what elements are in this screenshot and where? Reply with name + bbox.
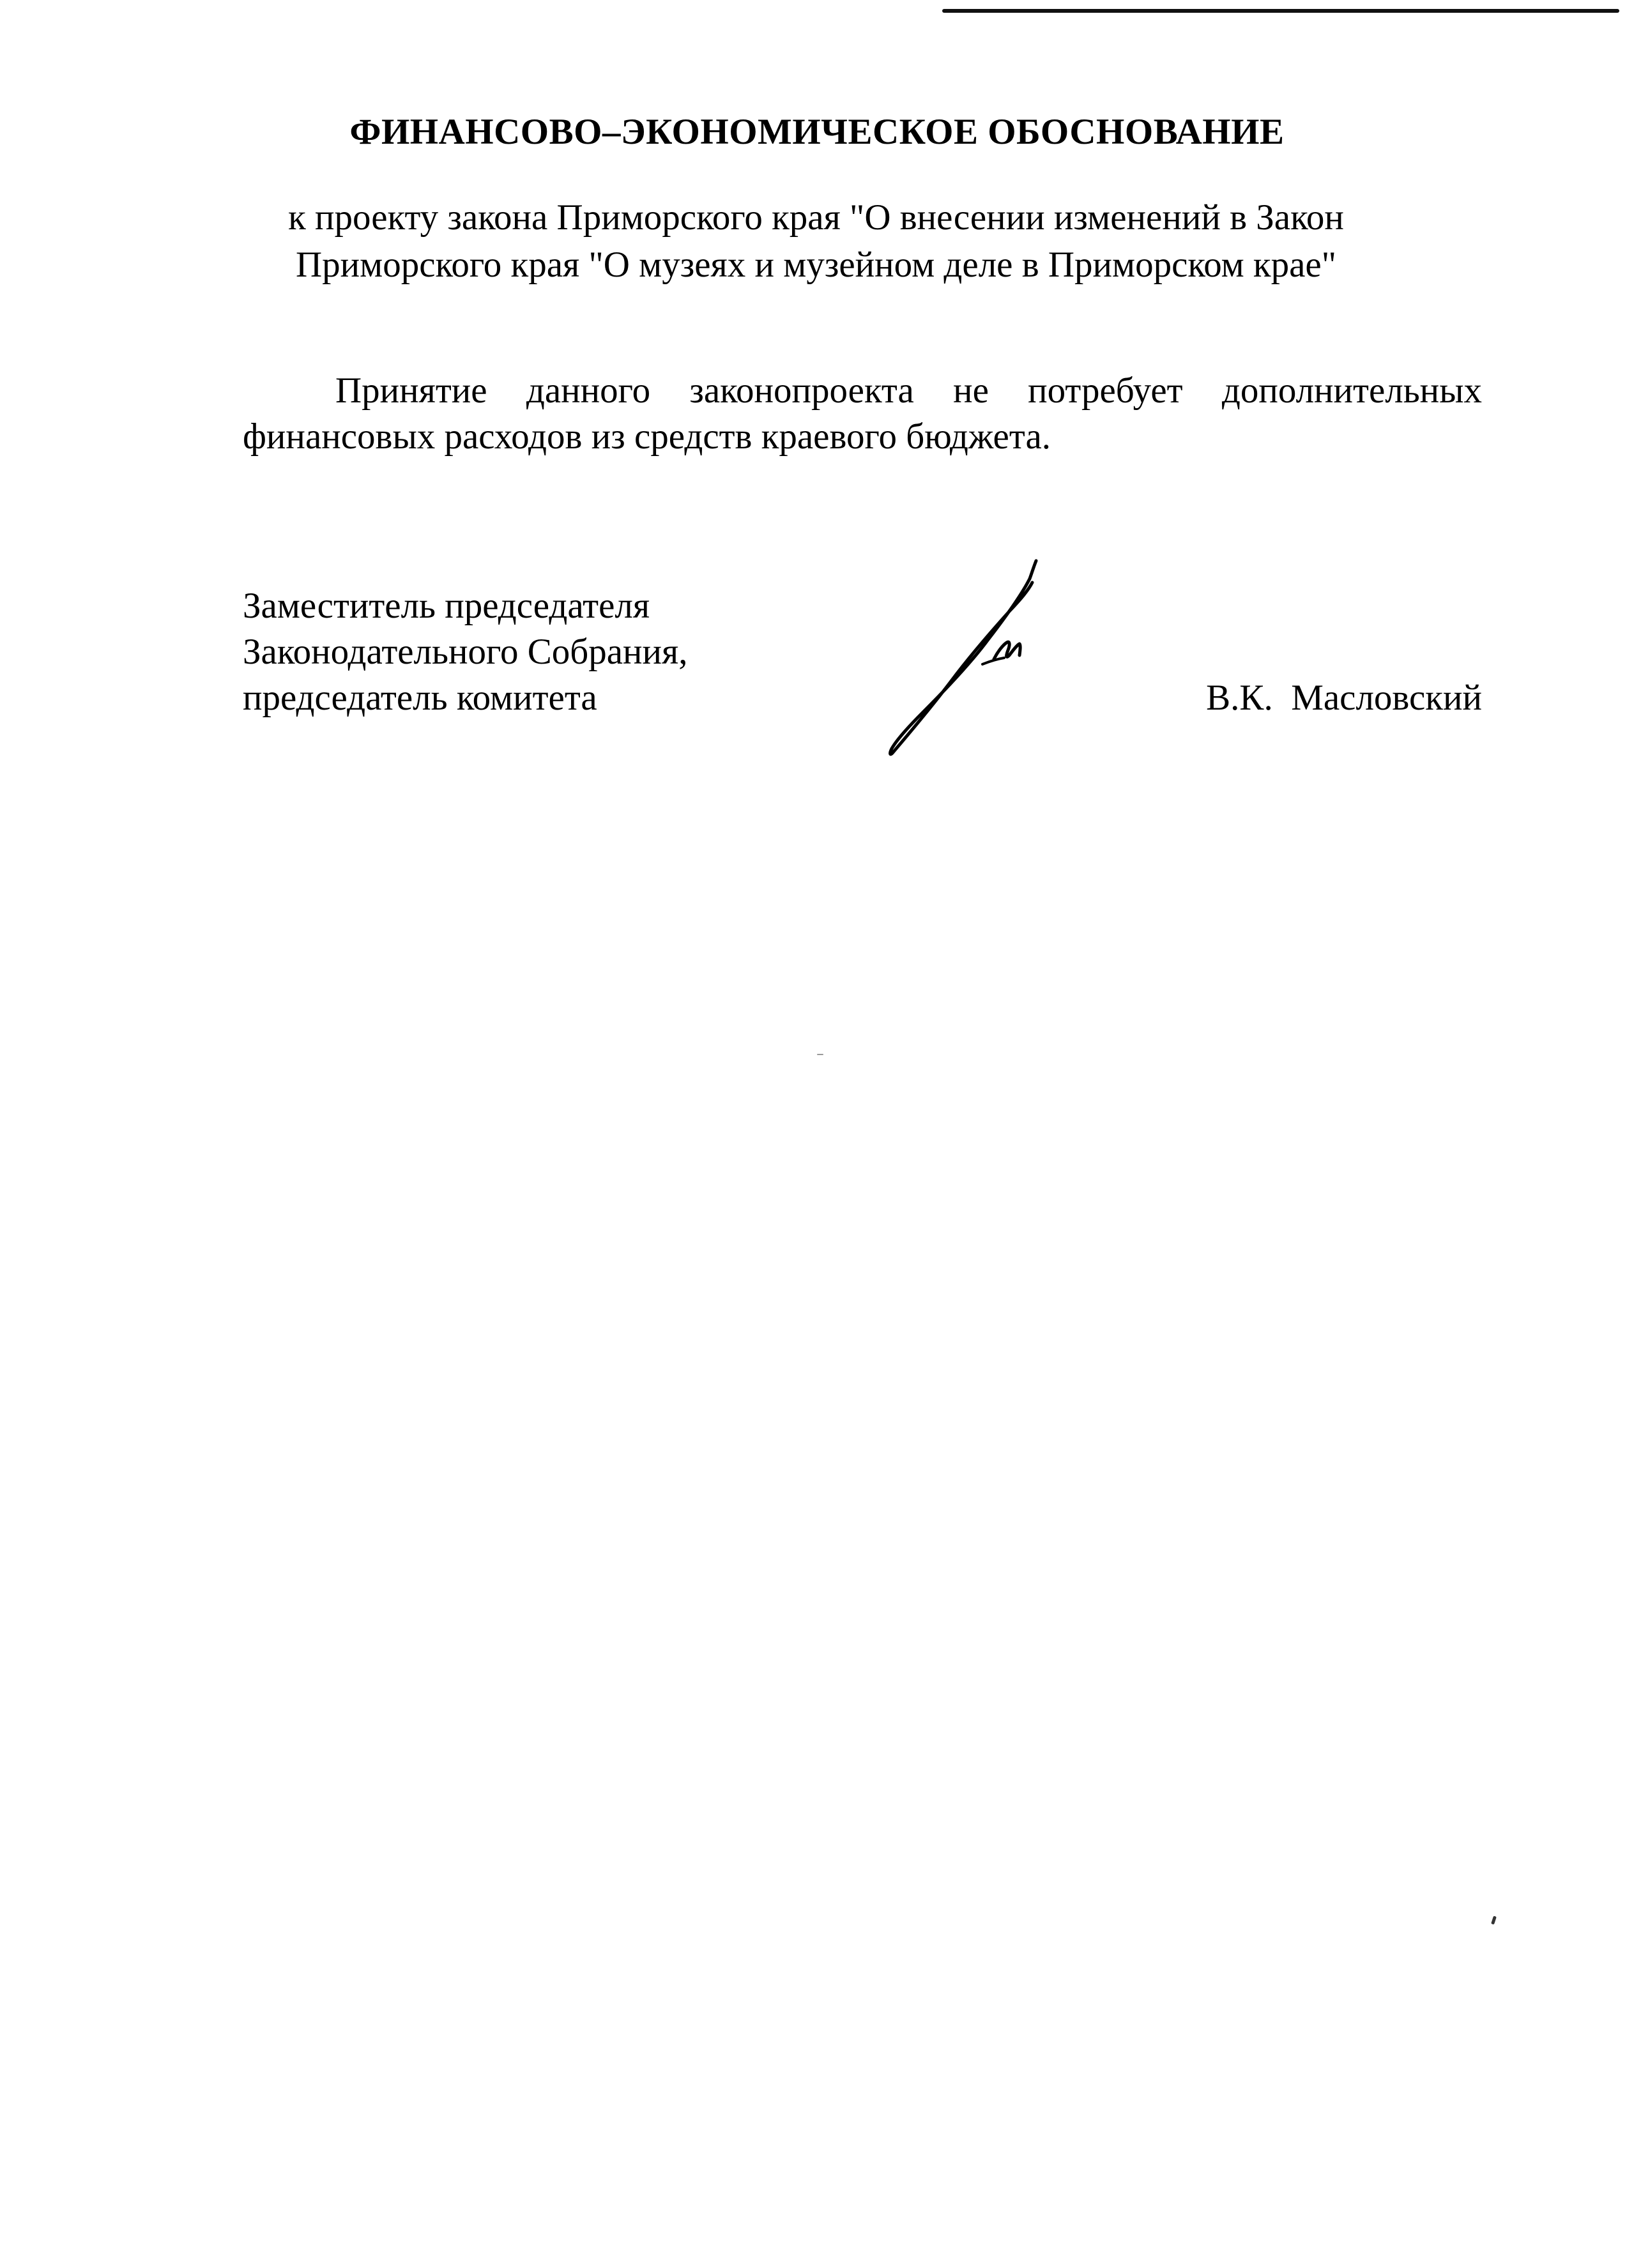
signatory-position (243, 583, 688, 721)
handwritten-signature (869, 549, 1060, 760)
subtitle-line-1: к проекту закона Приморского края "О внесении изменений в Закон (288, 197, 1344, 238)
signatory-name: В.К. Масловский (1206, 678, 1482, 718)
document-subtitle (243, 194, 1389, 289)
scan-speck (817, 1054, 823, 1055)
body-line-1: Принятие данного законопроекта не потребует дополнительных (335, 370, 1482, 411)
signatory-position-line-3: председатель комитета (243, 678, 597, 718)
document-title: ФИНАНСОВО–ЭКОНОМИЧЕСКОЕ ОБОСНОВАНИЕ (349, 112, 1285, 152)
subtitle-line-2: Приморского края "О музеях и музейном деле в Приморском крае" (295, 245, 1336, 285)
body-paragraph (243, 368, 1482, 460)
scan-edge-line (942, 9, 1619, 13)
signatory-position-line-1: Заместитель председателя (243, 586, 650, 626)
signatory-position-line-2: Законодательного Собрания, (243, 632, 688, 672)
body-line-2: финансовых расходов из средств краевого бюджета. (243, 416, 1051, 457)
scan-speck (1491, 1916, 1497, 1925)
